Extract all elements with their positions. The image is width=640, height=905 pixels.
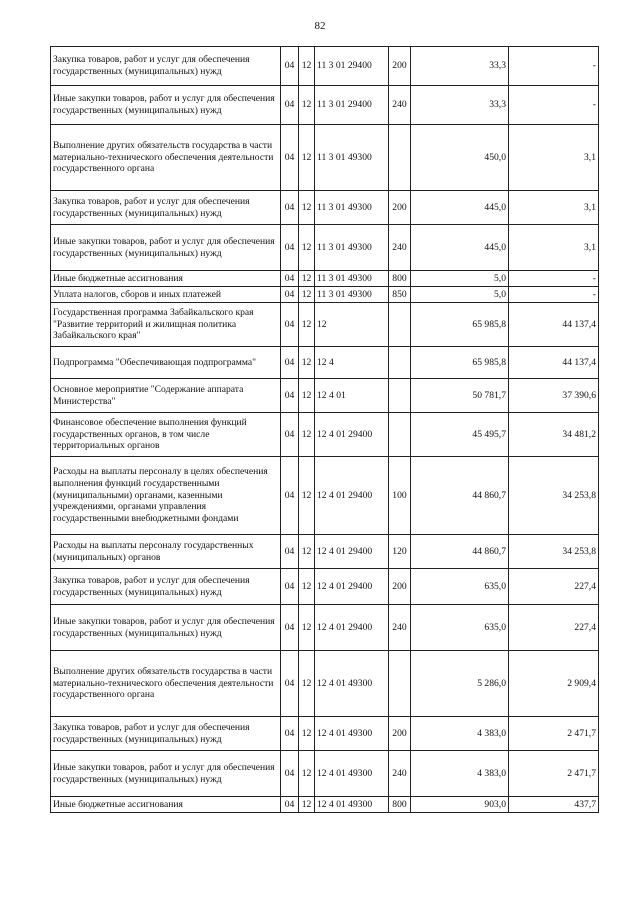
section-code: 04 (281, 125, 299, 191)
target-article-code: 11 3 01 49300 (315, 125, 389, 191)
amount-plan: 5 286,0 (411, 651, 509, 717)
section-code: 04 (281, 347, 299, 379)
row-description: Финансовое обеспечение выполнения функций государственных органов, в том числе территориальных органов (51, 413, 281, 457)
target-article-code: 12 4 01 (315, 379, 389, 413)
table-body (51, 47, 599, 813)
expense-type-code: 120 (389, 535, 411, 569)
expense-type-code: 200 (389, 47, 411, 86)
row-description: Иные закупки товаров, работ и услуг для обеспечения государственных (муниципальных) нужд (51, 225, 281, 271)
row-description: Закупка товаров, работ и услуг для обеспечения государственных (муниципальных) нужд (51, 47, 281, 86)
row-description: Расходы на выплаты персоналу в целях обеспечения выполнения функций государственными (муниципальными) органами, казенными учреждениями, органами управления государственными внебюджетными фондами (51, 457, 281, 535)
page-number: 82 (314, 20, 326, 32)
section-code: 04 (281, 651, 299, 717)
amount-executed: 34 481,2 (509, 413, 599, 457)
target-article-code: 12 4 01 49300 (315, 751, 389, 797)
amount-plan: 4 383,0 (411, 751, 509, 797)
target-article-code: 12 4 01 49300 (315, 797, 389, 813)
amount-plan: 4 383,0 (411, 717, 509, 751)
row-description: Уплата налогов, сборов и иных платежей (51, 287, 281, 303)
table-row (51, 379, 599, 413)
amount-plan: 5,0 (411, 271, 509, 287)
amount-plan: 635,0 (411, 605, 509, 651)
amount-plan: 445,0 (411, 225, 509, 271)
amount-plan: 45 495,7 (411, 413, 509, 457)
target-article-code: 11 3 01 49300 (315, 287, 389, 303)
amount-executed: 2 471,7 (509, 751, 599, 797)
row-description: Иные закупки товаров, работ и услуг для обеспечения государственных (муниципальных) нужд (51, 751, 281, 797)
expense-type-code: 240 (389, 605, 411, 651)
amount-plan: 65 985,8 (411, 347, 509, 379)
expense-type-code: 100 (389, 457, 411, 535)
table-row (51, 271, 599, 287)
subsection-code: 12 (299, 225, 315, 271)
amount-executed: 227,4 (509, 569, 599, 605)
subsection-code: 12 (299, 535, 315, 569)
section-code: 04 (281, 413, 299, 457)
subsection-code: 12 (299, 191, 315, 225)
expense-type-code: 200 (389, 191, 411, 225)
table-row (51, 797, 599, 813)
table-row (51, 535, 599, 569)
amount-executed: 2 471,7 (509, 717, 599, 751)
expense-type-code: 240 (389, 751, 411, 797)
amount-executed: - (509, 86, 599, 125)
section-code: 04 (281, 457, 299, 535)
row-description: Выполнение других обязательств государства в части материально-технического обеспечения деятельности государственного органа (51, 651, 281, 717)
row-description: Государственная программа Забайкальского края "Развитие территорий и жилищная политика Забайкальского края" (51, 303, 281, 347)
table-row (51, 225, 599, 271)
section-code: 04 (281, 751, 299, 797)
amount-executed: 3,1 (509, 225, 599, 271)
amount-executed: 34 253,8 (509, 535, 599, 569)
row-description: Закупка товаров, работ и услуг для обеспечения государственных (муниципальных) нужд (51, 717, 281, 751)
subsection-code: 12 (299, 271, 315, 287)
target-article-code: 12 4 01 29400 (315, 457, 389, 535)
expense-type-code (389, 413, 411, 457)
target-article-code: 12 4 01 29400 (315, 605, 389, 651)
row-description: Иные бюджетные ассигнования (51, 271, 281, 287)
amount-executed: - (509, 287, 599, 303)
amount-plan: 450,0 (411, 125, 509, 191)
subsection-code: 12 (299, 287, 315, 303)
target-article-code: 12 4 (315, 347, 389, 379)
subsection-code: 12 (299, 413, 315, 457)
table-row (51, 287, 599, 303)
row-description: Закупка товаров, работ и услуг для обеспечения государственных (муниципальных) нужд (51, 569, 281, 605)
amount-plan: 44 860,7 (411, 457, 509, 535)
expense-type-code: 850 (389, 287, 411, 303)
expense-type-code (389, 347, 411, 379)
amount-plan: 50 781,7 (411, 379, 509, 413)
section-code: 04 (281, 379, 299, 413)
section-code: 04 (281, 225, 299, 271)
amount-plan: 33,3 (411, 86, 509, 125)
row-description: Иные закупки товаров, работ и услуг для обеспечения государственных (муниципальных) нужд (51, 605, 281, 651)
target-article-code: 12 4 01 49300 (315, 651, 389, 717)
target-article-code: 11 3 01 49300 (315, 191, 389, 225)
row-description: Выполнение других обязательств государства в части материально-технического обеспечения деятельности государственного органа (51, 125, 281, 191)
section-code: 04 (281, 303, 299, 347)
amount-executed: - (509, 271, 599, 287)
amount-plan: 5,0 (411, 287, 509, 303)
expense-type-code: 240 (389, 86, 411, 125)
section-code: 04 (281, 797, 299, 813)
amount-executed: 44 137,4 (509, 303, 599, 347)
amount-executed: 227,4 (509, 605, 599, 651)
amount-plan: 635,0 (411, 569, 509, 605)
row-description: Иные бюджетные ассигнования (51, 797, 281, 813)
section-code: 04 (281, 569, 299, 605)
amount-executed: 3,1 (509, 191, 599, 225)
subsection-code: 12 (299, 125, 315, 191)
target-article-code: 12 (315, 303, 389, 347)
expense-type-code (389, 303, 411, 347)
section-code: 04 (281, 605, 299, 651)
subsection-code: 12 (299, 47, 315, 86)
subsection-code: 12 (299, 347, 315, 379)
table-row (51, 86, 599, 125)
amount-plan: 44 860,7 (411, 535, 509, 569)
amount-plan: 33,3 (411, 47, 509, 86)
section-code: 04 (281, 191, 299, 225)
table-row (51, 47, 599, 86)
target-article-code: 11 3 01 49300 (315, 225, 389, 271)
table-row (51, 457, 599, 535)
table-row (51, 751, 599, 797)
target-article-code: 11 3 01 29400 (315, 86, 389, 125)
section-code: 04 (281, 535, 299, 569)
expense-type-code: 200 (389, 569, 411, 605)
subsection-code: 12 (299, 303, 315, 347)
table-row (51, 651, 599, 717)
target-article-code: 11 3 01 29400 (315, 47, 389, 86)
target-article-code: 12 4 01 29400 (315, 413, 389, 457)
row-description: Расходы на выплаты персоналу государственных (муниципальных) органов (51, 535, 281, 569)
subsection-code: 12 (299, 605, 315, 651)
amount-executed: 34 253,8 (509, 457, 599, 535)
amount-executed: 3,1 (509, 125, 599, 191)
expense-type-code (389, 379, 411, 413)
expense-type-code (389, 651, 411, 717)
subsection-code: 12 (299, 751, 315, 797)
table-row (51, 569, 599, 605)
table-row (51, 347, 599, 379)
target-article-code: 12 4 01 29400 (315, 535, 389, 569)
table-row (51, 605, 599, 651)
amount-plan: 445,0 (411, 191, 509, 225)
table-row (51, 413, 599, 457)
subsection-code: 12 (299, 797, 315, 813)
target-article-code: 11 3 01 49300 (315, 271, 389, 287)
section-code: 04 (281, 287, 299, 303)
budget-table (50, 46, 599, 813)
amount-executed: - (509, 47, 599, 86)
amount-executed: 437,7 (509, 797, 599, 813)
amount-executed: 44 137,4 (509, 347, 599, 379)
table-row (51, 191, 599, 225)
expense-type-code: 240 (389, 225, 411, 271)
subsection-code: 12 (299, 457, 315, 535)
section-code: 04 (281, 47, 299, 86)
target-article-code: 12 4 01 49300 (315, 717, 389, 751)
table-row (51, 125, 599, 191)
subsection-code: 12 (299, 379, 315, 413)
expense-type-code (389, 125, 411, 191)
amount-plan: 903,0 (411, 797, 509, 813)
row-description: Иные закупки товаров, работ и услуг для обеспечения государственных (муниципальных) нужд (51, 86, 281, 125)
amount-executed: 37 390,6 (509, 379, 599, 413)
subsection-code: 12 (299, 651, 315, 717)
expense-type-code: 200 (389, 717, 411, 751)
section-code: 04 (281, 271, 299, 287)
amount-executed: 2 909,4 (509, 651, 599, 717)
expense-type-code: 800 (389, 271, 411, 287)
row-description: Подпрограмма "Обеспечивающая подпрограмма" (51, 347, 281, 379)
table-row (51, 303, 599, 347)
subsection-code: 12 (299, 86, 315, 125)
target-article-code: 12 4 01 29400 (315, 569, 389, 605)
table-row (51, 717, 599, 751)
section-code: 04 (281, 86, 299, 125)
subsection-code: 12 (299, 717, 315, 751)
row-description: Закупка товаров, работ и услуг для обеспечения государственных (муниципальных) нужд (51, 191, 281, 225)
row-description: Основное мероприятие "Содержание аппарата Министерства" (51, 379, 281, 413)
expense-type-code: 800 (389, 797, 411, 813)
subsection-code: 12 (299, 569, 315, 605)
amount-plan: 65 985,8 (411, 303, 509, 347)
section-code: 04 (281, 717, 299, 751)
